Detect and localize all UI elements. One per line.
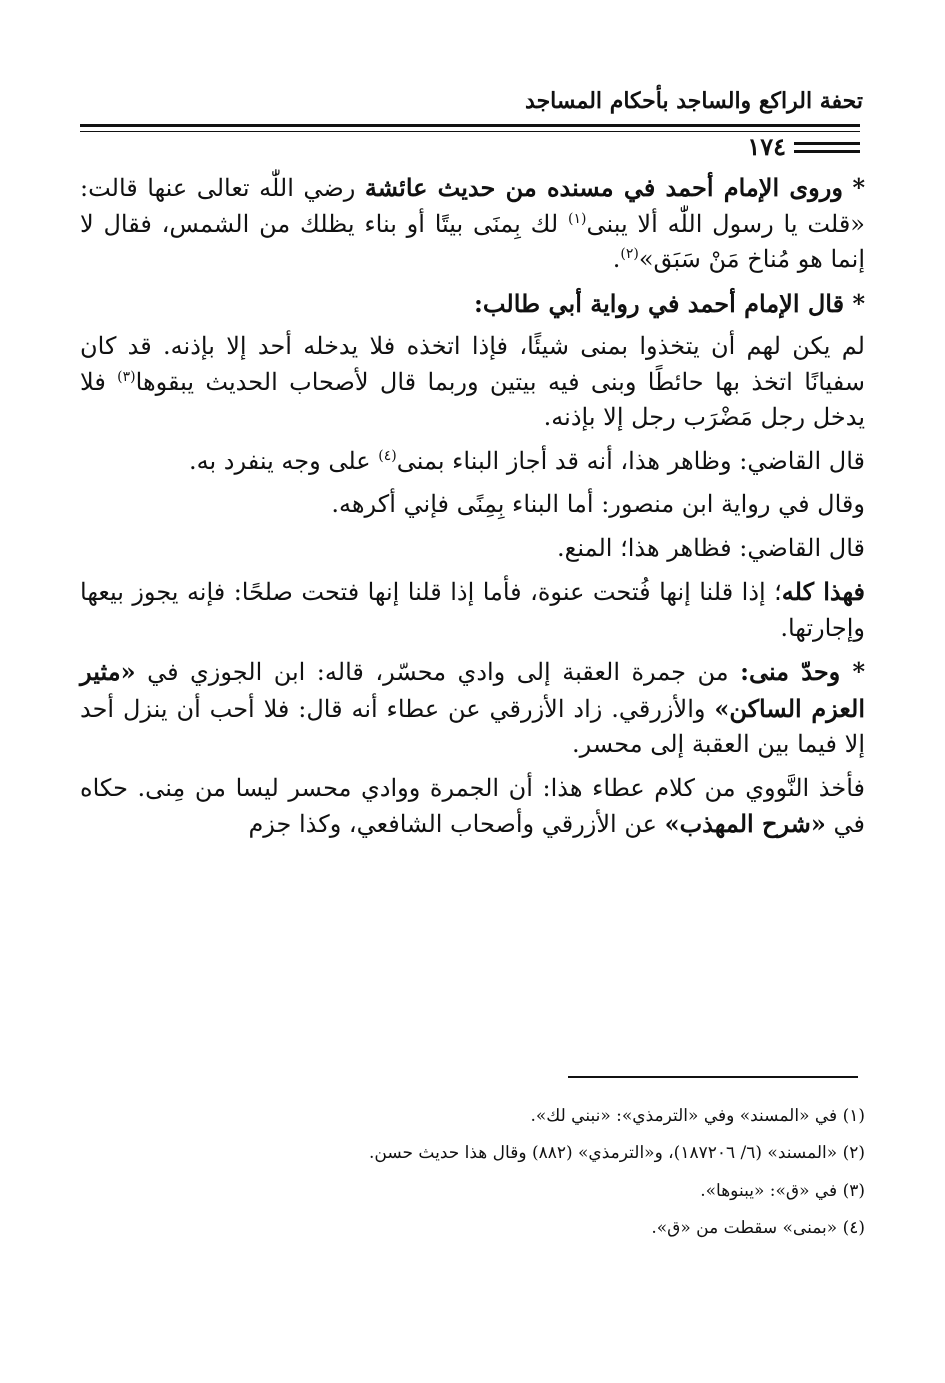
footnote-4: (٤) «بمنى» سقطت من «ق». bbox=[651, 1218, 865, 1239]
para4-text-cont: على وجه ينفرد به. bbox=[189, 446, 379, 475]
paragraph-qadi-2: قال القاضي: فظاهر هذا؛ المنع. bbox=[556, 533, 865, 562]
paragraph-conclusion bbox=[80, 574, 865, 646]
page-number-ornament bbox=[794, 142, 860, 153]
main-text bbox=[80, 170, 865, 851]
para1-text-cont: لك بِمنَى بيتًا أو بناء يظلك من الشمس، فقال لا إنما هو مُناخ مَنْ سَبَق» bbox=[80, 209, 865, 274]
para1-end: . bbox=[612, 245, 621, 274]
paragraph-mina-boundary bbox=[80, 654, 865, 763]
running-title: تحفة الراكع والساجد بأحكام المساجد bbox=[525, 88, 863, 114]
header-rule-thick bbox=[80, 124, 860, 127]
para8-text: من جمرة العقبة إلى وادي محسّر، قاله: ابن الجوزي في bbox=[135, 658, 741, 687]
footnote-separator bbox=[568, 1076, 858, 1078]
paragraph-nawawi bbox=[80, 771, 865, 843]
footnote-ref-4[interactable]: (٤) bbox=[378, 447, 397, 464]
paragraph-abu-talib-text bbox=[80, 329, 865, 436]
para4-text: قال القاضي: وظاهر هذا، أنه قد أجاز البناء بمنى bbox=[396, 446, 865, 475]
paragraph-ibn-mansur: وقال في رواية ابن منصور: أما البناء بِمِنًى فإني أكرهه. bbox=[331, 490, 865, 519]
page-number: ١٧٤ bbox=[747, 132, 786, 161]
para1-star: * bbox=[852, 173, 866, 202]
paragraph-ahmad-musnad bbox=[80, 170, 865, 278]
para7-text: ؛ إذا قلنا إنها فُتحت عنوة، فأما إذا قلنا إنها فتحت صلحًا: فإنه يجوز بيعها وإجارتها. bbox=[80, 578, 865, 642]
footnote-2: (٢) «المسند» (٦/ ١٨٧٢٠٦)، و«الترمذي» (٨٨٢) وقال هذا حديث حسن. bbox=[368, 1143, 865, 1164]
para9-text: فأخذ النَّووي من كلام عطاء هذا: أن الجمرة ووادي محسر ليسا من مِنى. حكاه في bbox=[80, 773, 865, 839]
para7-bold: فهذا كله bbox=[781, 577, 865, 607]
book-title-muthir: «مثير العزم الساكن» bbox=[80, 657, 865, 723]
footnote-3: (٣) في «ق»: «يبنوها». bbox=[700, 1180, 865, 1201]
footnote-ref-3[interactable]: (٣) bbox=[117, 368, 136, 385]
paragraph-abu-talib-heading: * قال الإمام أحمد في رواية أبي طالب: bbox=[474, 288, 865, 318]
para3-text-cont: فلا يدخل رجل مَضْرَب رجل إلا بإذنه. bbox=[80, 367, 865, 432]
footnote-ref-1[interactable]: (١) bbox=[567, 210, 587, 227]
footnotes bbox=[80, 1098, 865, 1248]
paragraph-qadi-1 bbox=[80, 444, 865, 480]
para8-text-cont: والأزرقي. زاد الأزرقي عن عطاء أنه قال: فلا أحب أن ينزل أحد إلا فيما بين العقبة إلى محسر. bbox=[80, 694, 865, 759]
para1-text: رضي اللّٰه تعالى عنها قالت: «قلت يا رسول اللّٰه ألا يبنى bbox=[80, 174, 865, 238]
para9-text-cont: عن الأزرقي وأصحاب الشافعي، وكذا جزم bbox=[248, 810, 665, 839]
footnote-ref-2[interactable]: (٢) bbox=[620, 246, 639, 263]
page-number-block bbox=[700, 130, 860, 164]
para8-bold: * وحدّ منى: bbox=[740, 657, 866, 687]
para1-bold: وروى الإمام أحمد في مسنده من حديث عائشة bbox=[364, 173, 843, 202]
book-title-sharh-muhadhdhab: «شرح المهذب» bbox=[664, 809, 826, 839]
footnote-1: (١) في «المسند» وفي «الترمذي»: «نبني لك». bbox=[530, 1106, 865, 1126]
para3-text: لم يكن لهم أن يتخذوا بمنى شيئًا، فإذا اتخذه فلا يدخله أحد إلا بإذنه. قد كان سفيانًا اتخذ بها حائطًا وبنى فيه بيتين وربما قال لأصحاب الحديث يبقوها bbox=[80, 332, 865, 396]
